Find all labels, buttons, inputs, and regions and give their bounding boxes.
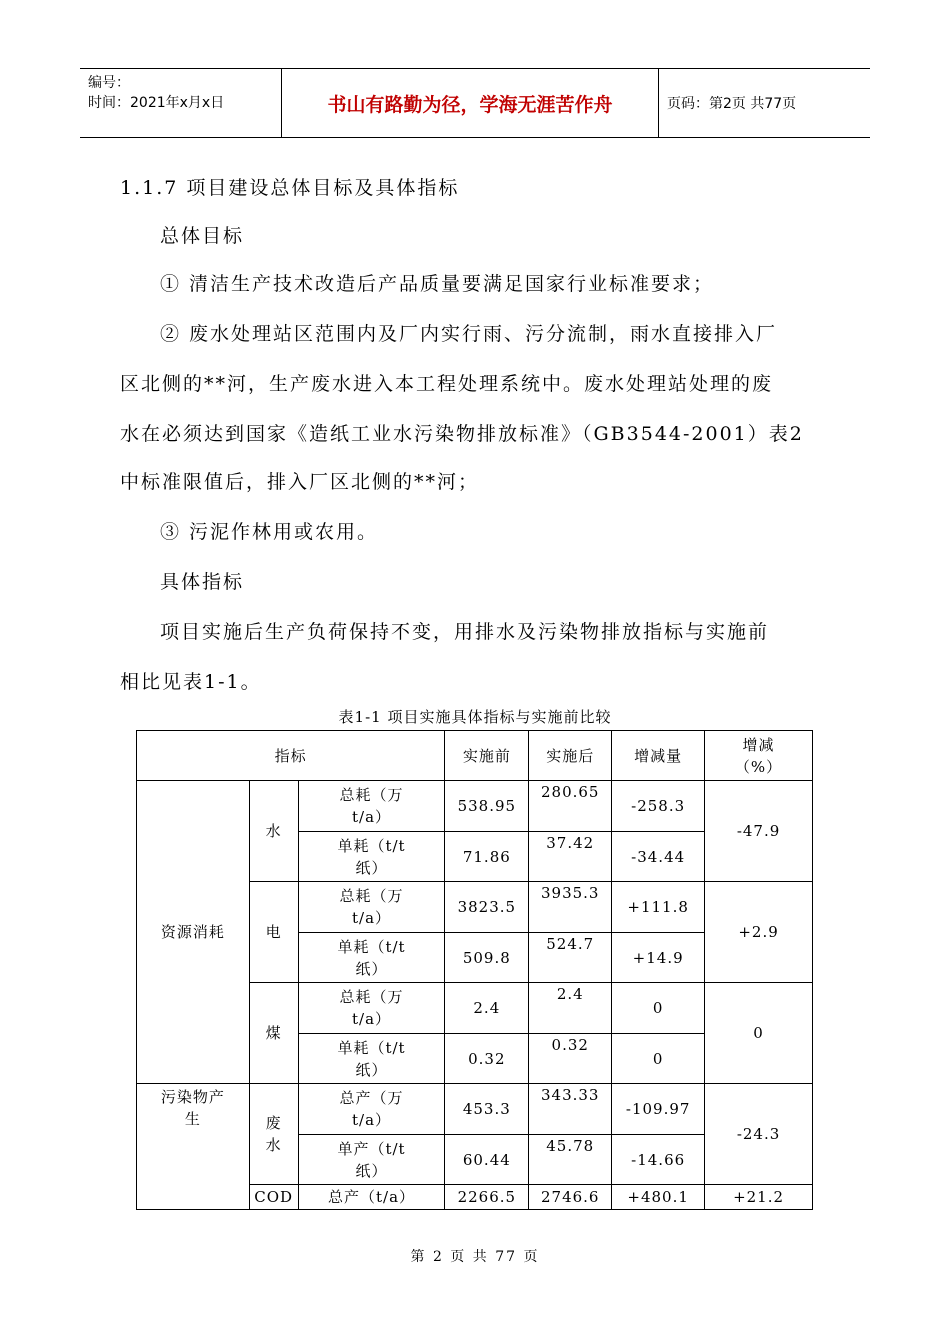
after-cell: 280.65 <box>529 781 612 832</box>
item-line-1: 单耗（t/t <box>337 1038 406 1057</box>
after-cell: 0.32 <box>529 1034 612 1084</box>
after-cell: 2.4 <box>529 983 612 1034</box>
before-cell: 2266.5 <box>445 1185 529 1210</box>
subgroup-wastewater <box>249 1084 298 1185</box>
table-row <box>137 1084 813 1135</box>
change-cell: 0 <box>612 1034 705 1084</box>
comparison-table <box>136 730 813 1210</box>
item-cell: 总产（t/a） <box>298 1185 445 1210</box>
item-cell <box>298 1084 445 1135</box>
subgroup-cod: COD <box>249 1185 298 1210</box>
section-heading: 1.1.7 项目建设总体目标及具体指标 <box>120 177 460 199</box>
table-header-row <box>137 731 813 781</box>
item-cell <box>298 882 445 933</box>
item-line-1: 总耗（万 <box>339 887 404 905</box>
after-cell: 2746.6 <box>529 1185 612 1210</box>
goal-item-1: ① 清洁生产技术改造后产品质量要满足国家行业标准要求； <box>160 273 715 295</box>
header-after: 实施后 <box>529 731 612 781</box>
goal-item-2-line-2: 区北侧的**河，生产废水进入本工程处理系统中。废水处理站处理的废 <box>120 373 774 395</box>
date-label: 时间：2021年x月x日 <box>88 95 225 111</box>
page-header <box>80 68 870 138</box>
before-cell: 538.95 <box>445 781 529 832</box>
goal-item-2-line-4: 中标准限值后，排入厂区北侧的**河； <box>120 471 480 493</box>
item-line-2: t/a） <box>351 808 392 826</box>
before-cell: 3823.5 <box>445 882 529 933</box>
change-cell: -34.44 <box>612 832 705 882</box>
item-line-1: 总耗（万 <box>339 988 404 1006</box>
subgroup-water: 水 <box>249 781 298 882</box>
change-cell: +480.1 <box>612 1185 705 1210</box>
item-line-2: t/a） <box>351 1010 392 1028</box>
change-cell: -258.3 <box>612 781 705 832</box>
after-cell: 37.42 <box>529 832 612 882</box>
header-percent-line-1: 增减 <box>742 735 775 754</box>
change-cell: +14.9 <box>612 933 705 983</box>
item-cell <box>298 832 445 882</box>
subgroup-line-2: 水 <box>265 1136 282 1154</box>
group-line-2: 生 <box>184 1110 201 1128</box>
item-line-2: 纸） <box>355 1060 388 1079</box>
before-cell: 71.86 <box>445 832 529 882</box>
header-indicator: 指标 <box>137 731 445 781</box>
item-line-1: 单耗（t/t <box>337 836 406 855</box>
goal-item-3: ③ 污泥作林用或农用。 <box>160 521 379 543</box>
before-cell: 0.32 <box>445 1034 529 1084</box>
change-cell: -109.97 <box>612 1084 705 1135</box>
paragraph-line-2: 相比见表1-1。 <box>120 671 262 693</box>
item-line-2: 纸） <box>355 959 388 978</box>
percent-power: +2.9 <box>705 882 813 983</box>
item-line-2: 纸） <box>355 1161 388 1180</box>
group-pollutant-generation <box>137 1084 250 1210</box>
percent-cod: +21.2 <box>705 1185 813 1210</box>
before-cell: 453.3 <box>445 1084 529 1135</box>
percent-water: -47.9 <box>705 781 813 882</box>
item-cell <box>298 1135 445 1185</box>
subheading-overall-goal: 总体目标 <box>160 225 245 247</box>
header-percent-line-2: （%） <box>734 757 783 776</box>
table-caption: 表1-1 项目实施具体指标与实施前比较 <box>338 708 612 726</box>
item-line-1: 总耗（万 <box>339 786 404 804</box>
change-cell: +111.8 <box>612 882 705 933</box>
goal-item-2-line-3: 水在必须达到国家《造纸工业水污染物排放标准》（GB3544-2001）表2 <box>120 423 804 445</box>
before-cell: 60.44 <box>445 1135 529 1185</box>
item-line-1: 单耗（t/t <box>337 937 406 956</box>
table-row <box>137 781 813 832</box>
subgroup-coal: 煤 <box>249 983 298 1084</box>
code-label: 编号： <box>88 75 130 91</box>
item-line-2: 纸） <box>355 858 388 877</box>
after-cell: 524.7 <box>529 933 612 983</box>
after-cell: 45.78 <box>529 1135 612 1185</box>
item-line-1: 单产（t/t <box>337 1139 406 1158</box>
group-resource-consumption: 资源消耗 <box>137 781 250 1084</box>
item-line-1: 总产（万 <box>339 1089 404 1107</box>
subheading-specific-indicators: 具体指标 <box>160 571 245 593</box>
item-cell <box>298 933 445 983</box>
percent-coal: 0 <box>705 983 813 1084</box>
header-motto: 书山有路勤为径，学海无涯苦作舟 <box>282 69 659 137</box>
page-footer: 第 2 页 共 77 页 <box>410 1249 540 1265</box>
header-before: 实施前 <box>445 731 529 781</box>
change-cell: -14.66 <box>612 1135 705 1185</box>
before-cell: 509.8 <box>445 933 529 983</box>
item-cell <box>298 781 445 832</box>
goal-item-2-line-1: ② 废水处理站区范围内及厂内实行雨、污分流制，雨水直接排入厂 <box>160 323 778 345</box>
item-line-2: t/a） <box>351 909 392 927</box>
percent-wastewater: -24.3 <box>705 1084 813 1185</box>
header-meta <box>80 69 282 137</box>
change-cell: 0 <box>612 983 705 1034</box>
header-percent <box>705 731 813 781</box>
item-line-2: t/a） <box>351 1111 392 1129</box>
after-cell: 3935.3 <box>529 882 612 933</box>
before-cell: 2.4 <box>445 983 529 1034</box>
group-line-1: 污染物产 <box>160 1088 225 1106</box>
subgroup-power: 电 <box>249 882 298 983</box>
after-cell: 343.33 <box>529 1084 612 1135</box>
item-cell <box>298 983 445 1034</box>
item-cell <box>298 1034 445 1084</box>
header-page-number: 页码：第2页 共77页 <box>667 96 797 112</box>
paragraph-line-1: 项目实施后生产负荷保持不变，用排水及污染物排放指标与实施前 <box>160 621 770 643</box>
header-change: 增减量 <box>612 731 705 781</box>
subgroup-line-1: 废 <box>265 1114 282 1132</box>
